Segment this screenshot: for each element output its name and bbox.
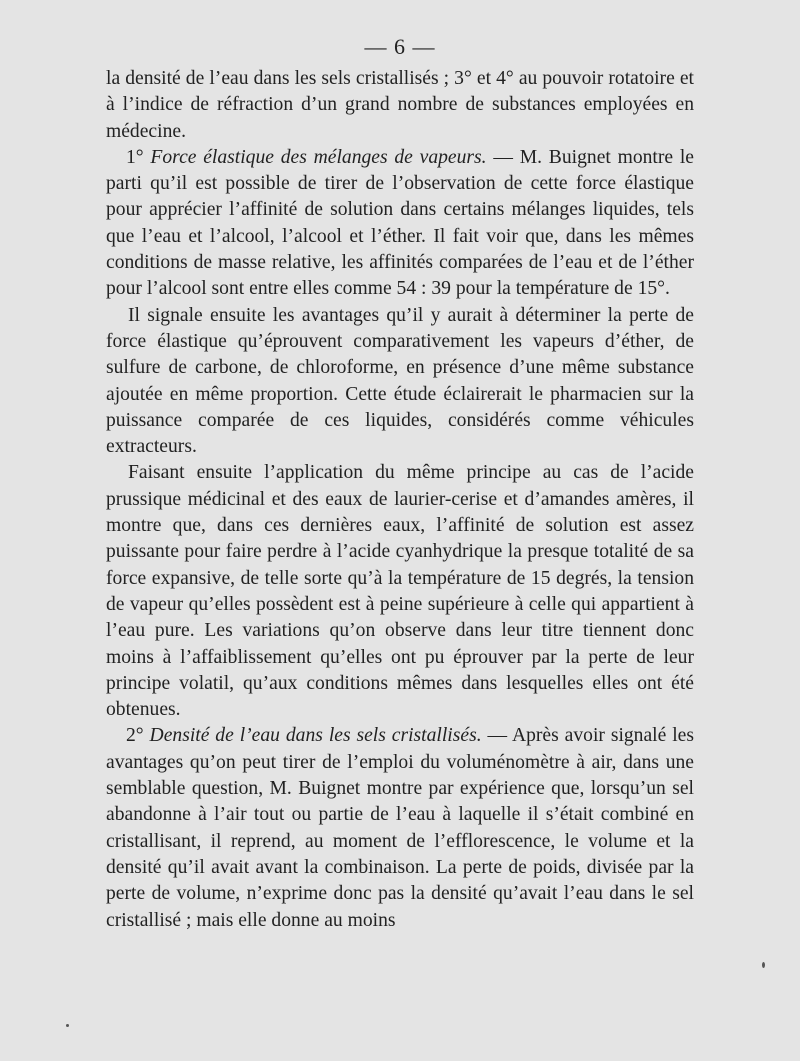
paragraph: [106, 460, 694, 723]
paragraph-section-1: [106, 145, 694, 303]
section-number: 2°: [126, 725, 150, 747]
paper-speck: [762, 962, 765, 968]
paper-speck: [66, 1024, 69, 1027]
paragraph-text: Il signale ensuite les avantages qu’il y aurait à déterminer la perte de force élastique qu’éprouvent comparativement les vapeurs d’éther, de sulfure de carbone, de chloroforme, en présence d’une même substance ajoutée en même proportion. Cette étude éclairerait le pharmacien sur la puissance comparée de ces liquides, considérés comme véhicules extracteurs.: [106, 304, 694, 458]
paragraph-text: Faisant ensuite l’application du même principe au cas de l’acide prussique médicinal et des eaux de laurier-cerise et d’amandes amères, il montre que, dans ces dernières eaux, l’affinité de solution est assez puissante pour faire perdre à l’acide cyanhydrique la presque totalité de sa force expansive, de telle sorte qu’à la température de 15 degrés, la tension de vapeur qu’elles possèdent est à peine supérieure à celle qui appartient à l’eau pure. Les variations qu’on observe dans leur titre tiennent donc moins à l’affaiblissement qu’elles ont pu éprouver par la perte de leur principe volatil, qu’aux conditions mêmes dans lesquelles elles ont été obtenues.: [106, 462, 694, 721]
paragraph: [106, 303, 694, 461]
paragraph-text: — M. Buignet montre le parti qu’il est possible de tirer de l’observation de cette force élastique pour apprécier l’affinité de solution dans certains mélanges liquides, tels que l’eau et l’alcool, l’alcool et l’éther. Il fait voir que, dans les mêmes conditions de masse relative, les affinités comparées de l’eau et de l’éther pour l’alcool sont entre elles comme 54 : 39 pour la température de 15°.: [106, 146, 695, 300]
section-heading: Force élastique des mélanges de vapeurs.: [150, 146, 487, 168]
page-number: — 6 —: [364, 34, 436, 59]
paragraph-text: — Après avoir signalé les avantages qu’on peut tirer de l’emploi du voluménomètre à air, dans une semblable question, M. Buignet montre par expérience que, lorsqu’un sel abandonne à l’air tout ou partie de l’eau à laquelle il s’était combiné en cristallisant, il reprend, au moment de l’efflorescence, le volume et la densité qu’il avait avant la combinaison. La perte de poids, divisée par la perte de volume, n’exprime donc pas la densité qu’avait l’eau dans le sel cristallisé ; mais elle donne au moins: [106, 725, 694, 931]
paragraph-section-2: [106, 723, 694, 933]
paragraph-continuation: [106, 66, 694, 145]
section-number: 1°: [126, 146, 151, 168]
section-heading: Densité de l’eau dans les sels cristallisés.: [149, 725, 482, 747]
paragraph-text: la densité de l’eau dans les sels cristallisés ; 3° et 4° au pouvoir rotatoire et à l’indice de réfraction d’un grand nombre de substances employées en médecine.: [106, 68, 694, 142]
body-text: [106, 66, 694, 934]
